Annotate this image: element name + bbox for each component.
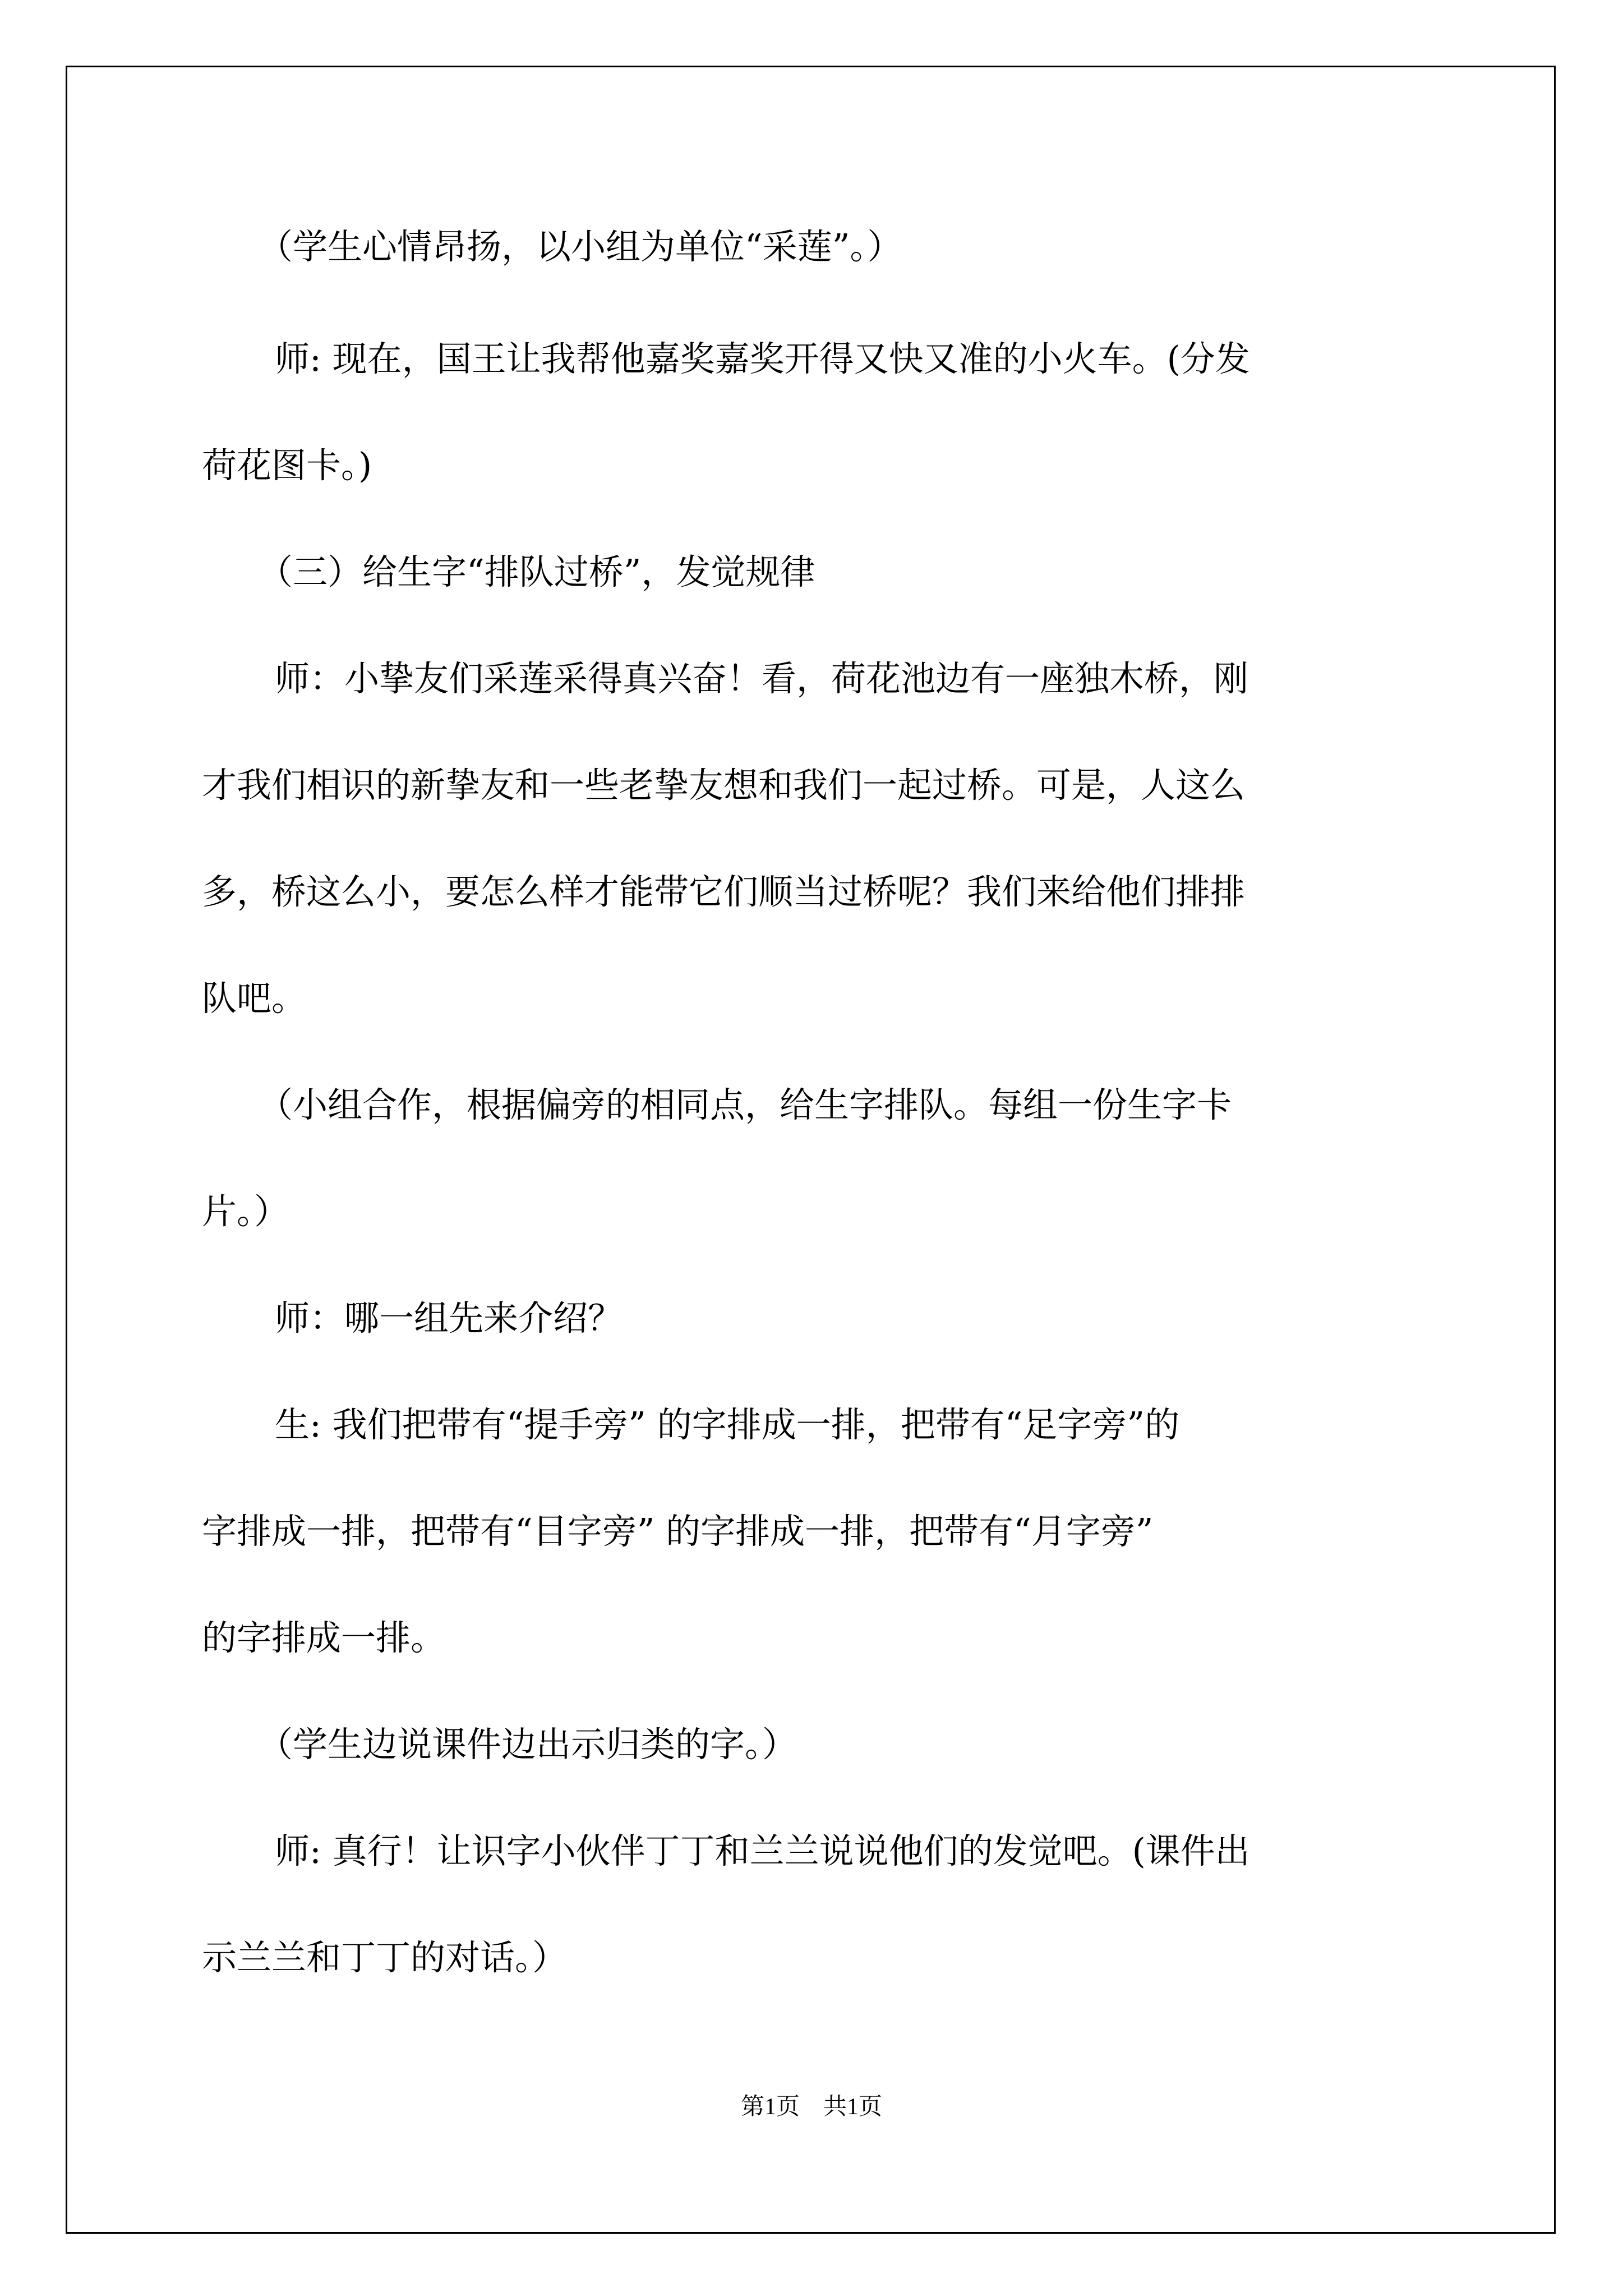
- paragraph-line: （学生边说课件边出示归类的字。）: [258, 1724, 797, 1765]
- paragraph-line: 多，桥这么小，要怎么样才能带它们顺当过桥呢？我们来给他们排排: [202, 871, 1246, 912]
- paragraph-line: 队吧。: [202, 978, 307, 1019]
- paragraph-line: 荷花图卡。): [202, 445, 372, 486]
- paragraph-line: 生: 我们把带有“提手旁” 的字排成一排，把带有“足字旁”的: [275, 1404, 1180, 1445]
- page-border: [66, 66, 1556, 2234]
- paragraph-line: 示兰兰和丁丁的对话。）: [202, 1937, 568, 1978]
- paragraph-line: （小组合作，根据偏旁的相同点，给生字排队。每组一份生字卡: [258, 1084, 1232, 1125]
- paragraph-line: 师：哪一组先来介绍？: [275, 1297, 623, 1338]
- paragraph-line: 字排成一排，把带有“目字旁” 的字排成一排，把带有“月字旁”: [202, 1511, 1154, 1552]
- section-heading: （三）给生字“排队过桥”，发觉规律: [258, 551, 815, 592]
- paragraph-line: 才我们相识的新挚友和一些老挚友想和我们一起过桥。可是，人这么: [202, 765, 1246, 806]
- paragraph-line: （学生心情昂扬，以小组为单位“采莲”。）: [258, 226, 902, 267]
- paragraph-line: 片。）: [202, 1191, 289, 1232]
- paragraph-line: 师：小挚友们采莲采得真兴奋！看，荷花池边有一座独木桥，刚: [275, 658, 1249, 699]
- paragraph-line: 师: 真行！让识字小伙伴丁丁和兰兰说说他们的发觉吧。(课件出: [275, 1830, 1250, 1871]
- paragraph-line: 的字排成一排。: [202, 1617, 446, 1658]
- page-number-footer: 第1页 共1页: [740, 2094, 882, 2120]
- paragraph-line: 师: 现在，国王让我帮他嘉奖嘉奖开得又快又准的小火车。(分发: [275, 338, 1250, 379]
